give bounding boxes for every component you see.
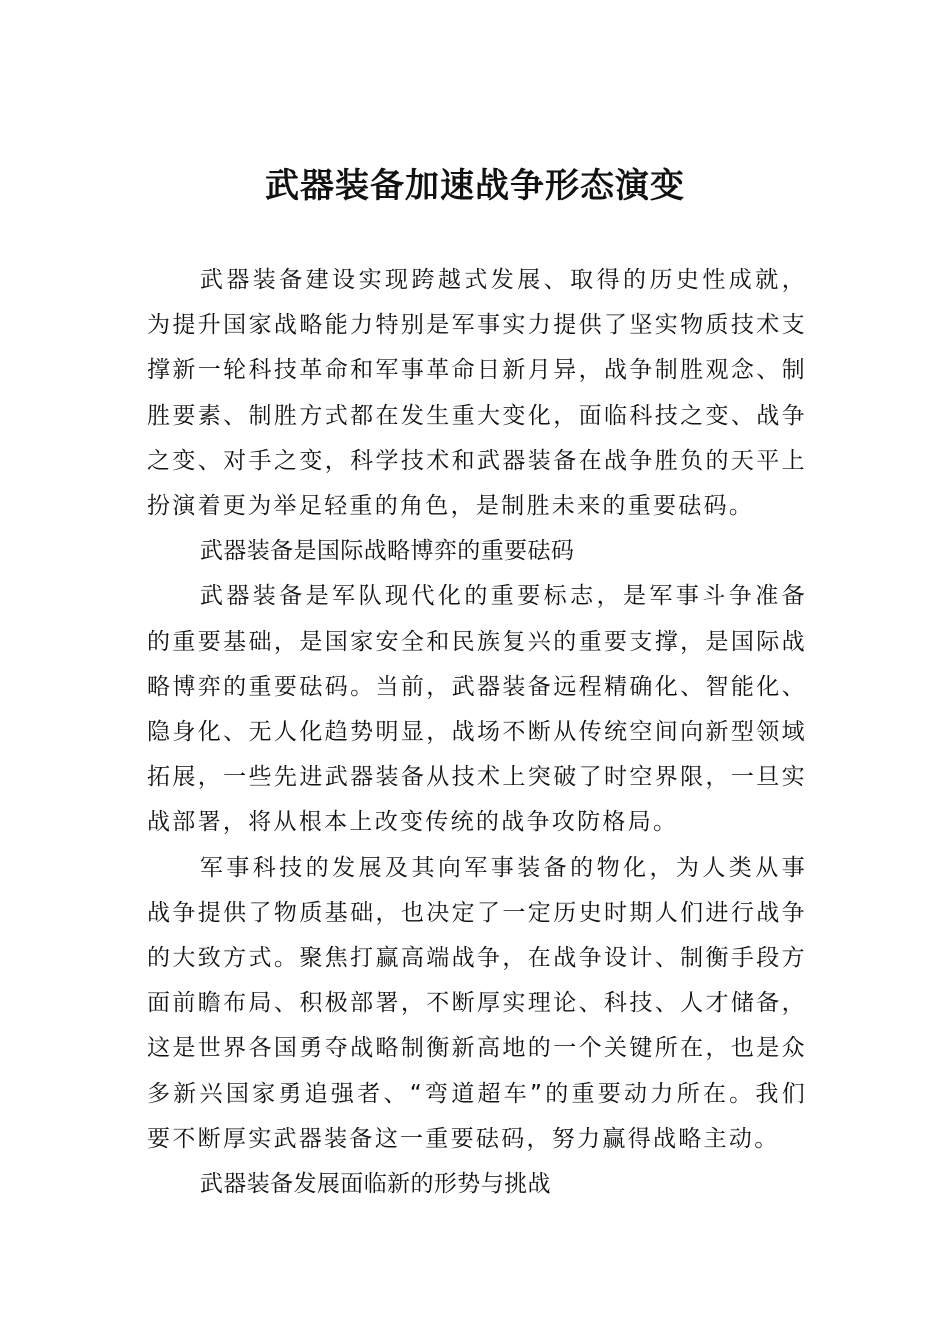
paragraph-intro: 武器装备建设实现跨越式发展、取得的历史性成就，为提升国家战略能力特别是军事实力提供了坚实物质技术支撑新一轮科技革命和军事革命日新月异，战争制胜观念、制胜要素、制胜方式都在发生重大变化，面临科技之变、战争之变、对手之变，科学技术和武器装备在战争胜负的天平上扮演着更为举足轻重的角色，是制胜未来的重要砝码。 (147, 267, 807, 520)
section-heading-strategic-game: 武器装备是国际战略博弈的重要砝码 (199, 538, 575, 565)
document-body (147, 258, 807, 1207)
paragraph-modernization: 武器装备是军队现代化的重要标志，是军事斗争准备的重要基础，是国家安全和民族复兴的重要支撑，是国际战略博弈的重要砝码。当前，武器装备远程精确化、智能化、隐身化、无人化趋势明显，战场不断从传统空间向新型领域拓展，一些先进武器装备从技术上突破了时空界限，一旦实战部署，将从根本上改变传统的战争攻防格局。 (147, 583, 807, 836)
paragraph-military-technology: 军事科技的发展及其向军事装备的物化，为人类从事战争提供了物质基础，也决定了一定历史时期人们进行战争的大致方式。聚焦打赢高端战争，在战争设计、制衡手段方面前瞻布局、积极部署，不断厚实理论、科技、人才储备，这是世界各国勇夺战略制衡新高地的一个关键所在，也是众多新兴国家勇追强者、“弯道超车”的重要动力所在。我们要不断厚实武器装备这一重要砝码，努力赢得战略主动。 (147, 854, 807, 1152)
document-title: 武器装备加速战争形态演变 (265, 166, 685, 206)
section-heading-challenges: 武器装备发展面临新的形势与挑战 (199, 1171, 551, 1198)
